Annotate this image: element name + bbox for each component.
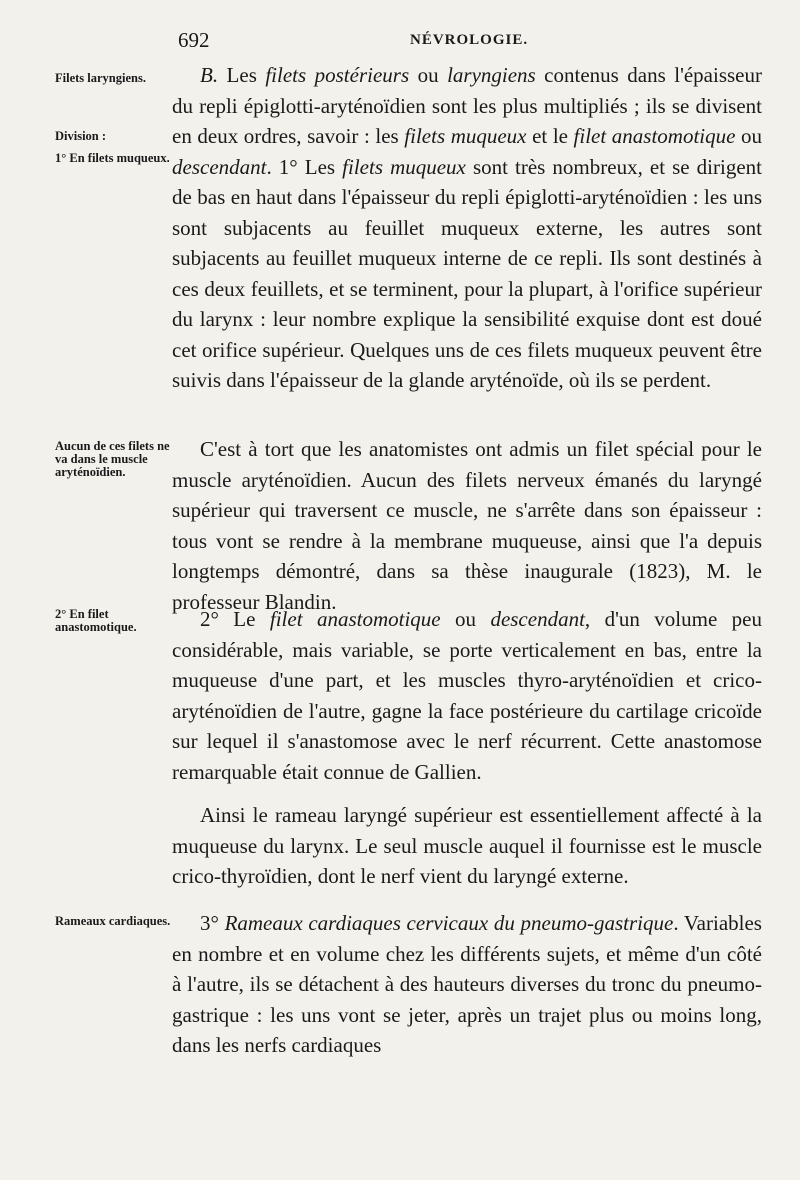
margin-note-filets-muqueux: 1° En filets muqueux. [55, 151, 170, 165]
text-run: contenus dans l'épaisseur du repli épiglotti-aryténoïdien sont les plus multipliés ; ils se divisent en deux ordres, savoir : les [172, 63, 762, 148]
text-run: 3° [200, 911, 225, 935]
paragraph-filets-posterieurs [172, 60, 762, 396]
paragraph-filet-anastomotique [172, 604, 762, 787]
paragraph-muscle-arytenoidien [172, 434, 762, 617]
italic-term: filet anastomotique [573, 124, 736, 148]
italic-term: Rameaux cardiaques cervicaux du pneumo-gastrique [224, 911, 674, 935]
paragraph-rameau-laryngé [172, 800, 762, 892]
italic-term: filet anastomotique [269, 607, 441, 631]
text-run: sont très nombreux, et se dirigent de bas en haut dans l'épaisseur du repli épiglotti-aryténoïdien : les uns sont subjacents au feuillet muqueux externe, les autres sont subjacents au feuillet muqueux interne de ce repli. Ils sont destinés à ces deux feuillets, et se terminent, pour la plupart, à l'orifice supérieur du larynx : leur nombre explique la sensibilité exquise dont est doué cet orifice supérieur. Quelques uns de ces filets muqueux peuvent être suivis dans l'épaisseur de la glande aryténoïde, où ils se perdent. [172, 154, 763, 392]
running-title: NÉVROLOGIE. [410, 32, 529, 48]
text-run: ou [409, 63, 448, 87]
text-run: . Variables en nombre et en volume chez les différents sujets, et même d'un côté à l'autre, ils se détachent à des hauteurs diverses du tronc du pneumo-gastrique : les uns vont se jeter, après un trajet plus ou moins long, dans les nerfs cardiaques [172, 911, 762, 1057]
margin-note-rameaux-cardiaques: Rameaux cardiaques. [55, 914, 171, 928]
margin-note-division: Division : [55, 129, 107, 143]
margin-note-filets-laryngiens: Filets laryngiens. [55, 71, 146, 85]
page-header [0, 28, 800, 58]
text-run: C'est à tort que les anatomistes ont admis un filet spécial pour le muscle aryténoïdien. Aucun des filets nerveux émanés du laryngé supérieur qui traversent ce muscle, ne s'arrête dans son épaisseur : tous vont se rendre à la membrane muqueuse, ainsi que l'a depuis longtemps démontré, dans sa thèse inaugurale (1823), M. le professeur Blandin. [172, 437, 762, 614]
italic-term: filets muqueux [404, 124, 527, 148]
text-run: ou [735, 124, 763, 148]
italic-term: B. [200, 63, 227, 87]
text-run: . 1° Les [266, 154, 343, 179]
text-run: Ainsi le rameau laryngé supérieur est essentiellement affecté à la muqueuse du larynx. Le seul muscle auquel il fournisse est le muscle crico-thyroïdien, dont le nerf vient du laryngé externe. [172, 803, 762, 888]
text-run: 2° Le [200, 607, 270, 631]
margin-note-muscle-arytenoidien: Aucun de ces filets ne va dans le muscle aryténoïdien. [55, 439, 170, 479]
text-run: , d'un volume peu considérable, mais variable, se porte verticalement en bas, entre la muqueuse d'une part, et les muscles thyro-aryténoïdien et crico-aryténoïdien de l'autre, gagne la face postérieure du cartilage cricoïde sur lequel il s'anastomose avec le nerf récurrent. Cette anastomose remarquable était connue de Gallien. [172, 607, 762, 784]
page-number: 692 [178, 28, 210, 52]
italic-term: filets postérieurs [265, 63, 410, 87]
text-run: et le [526, 124, 574, 148]
italic-term: filets muqueux [342, 154, 466, 179]
text-run: ou [440, 607, 491, 631]
italic-term: descendant [172, 154, 267, 179]
italic-term: descendant [490, 607, 585, 631]
margin-note-filet-anastomotique: 2° En filet anastomotique. [55, 607, 137, 634]
paragraph-rameaux-cardiaques [172, 908, 762, 1061]
italic-term: laryngiens [447, 63, 536, 87]
text-run: Les [226, 63, 266, 87]
